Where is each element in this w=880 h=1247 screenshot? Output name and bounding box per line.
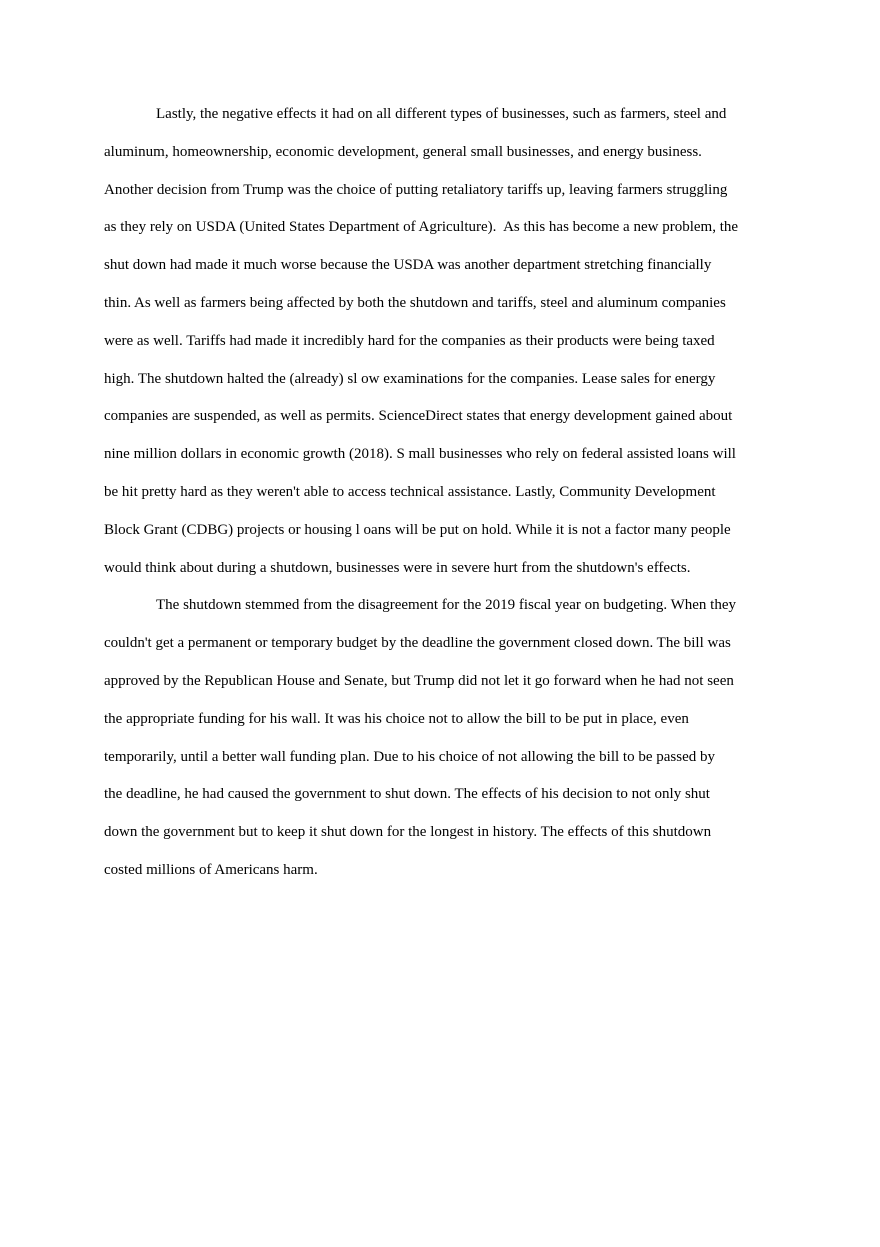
paragraph-line: Lastly, the negative effects it had on all different types of businesses, such as farmers, steel and: [156, 106, 727, 122]
paragraph-line: Block Grant (CDBG) projects or housing l oans will be put on hold. While it is not a factor many people: [104, 521, 731, 538]
paragraph-line: costed millions of Americans harm.: [104, 861, 318, 878]
paragraph-line: Another decision from Trump was the choice of putting retaliatory tariffs up, leaving farmers struggling: [104, 181, 728, 198]
paragraph-line: approved by the Republican House and Senate, but Trump did not let it go forward when he had not seen: [104, 672, 734, 689]
paragraph-line: couldn't get a permanent or temporary budget by the deadline the government closed down. The bill was: [104, 635, 731, 652]
paragraph-line: high. The shutdown halted the (already) sl ow examinations for the companies. Lease sales for energy: [104, 370, 716, 387]
paragraph-line: thin. As well as farmers being affected by both the shutdown and tariffs, steel and aluminum companies: [104, 294, 726, 311]
paragraph-line: as they rely on USDA (United States Department of Agriculture). As this has become a new problem, the: [104, 219, 739, 236]
paragraph-line: down the government but to keep it shut down for the longest in history. The effects of this shutdown: [104, 824, 712, 841]
paragraph-line: nine million dollars in economic growth (2018). S mall businesses who rely on federal assisted loans will: [104, 446, 736, 463]
paragraph-2: [104, 587, 776, 889]
body-text: [104, 96, 776, 890]
paragraph-line: shut down had made it much worse because the USDA was another department stretching financially: [104, 257, 712, 274]
paragraph-line: companies are suspended, as well as permits. ScienceDirect states that energy development gained about: [104, 408, 733, 425]
paragraph-line: would think about during a shutdown, businesses were in severe hurt from the shutdown's effects.: [104, 559, 691, 576]
paragraph-1: [104, 96, 776, 587]
paragraph-line: were as well. Tariffs had made it incredibly hard for the companies as their products were being taxed: [104, 332, 715, 349]
paragraph-line: the appropriate funding for his wall. It was his choice not to allow the bill to be put in place, even: [104, 710, 689, 727]
paragraph-line: the deadline, he had caused the government to shut down. The effects of his decision to not only shut: [104, 786, 710, 803]
paragraph-line: temporarily, until a better wall funding plan. Due to his choice of not allowing the bill to be passed by: [104, 748, 715, 765]
paragraph-line: be hit pretty hard as they weren't able to access technical assistance. Lastly, Community Development: [104, 483, 716, 500]
paragraph-line: The shutdown stemmed from the disagreement for the 2019 fiscal year on budgeting. When they: [156, 597, 736, 614]
paragraph-line: aluminum, homeownership, economic development, general small businesses, and energy business.: [104, 143, 702, 160]
